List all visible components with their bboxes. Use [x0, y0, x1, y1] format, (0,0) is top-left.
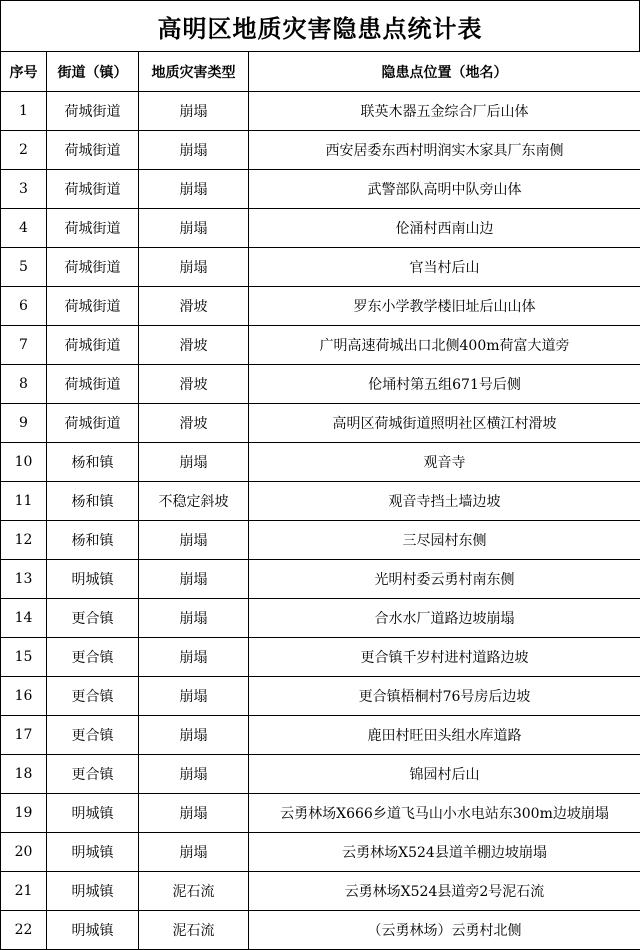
- cell-index: 4: [1, 209, 47, 248]
- cell-location: 武警部队高明中队旁山体: [249, 170, 640, 209]
- cell-index: 11: [1, 482, 47, 521]
- cell-location: （云勇林场）云勇村北侧: [249, 911, 640, 950]
- table-row: [1, 638, 640, 677]
- table-row: [1, 170, 640, 209]
- cell-hazard-type: 崩塌: [139, 170, 249, 209]
- cell-location: 罗东小学教学楼旧址后山山体: [249, 287, 640, 326]
- header-street: 街道（镇）: [47, 52, 139, 92]
- cell-street: 荷城街道: [47, 404, 139, 443]
- cell-street: 明城镇: [47, 911, 139, 950]
- cell-location: 云勇林场X666乡道飞马山小水电站东300m边坡崩塌: [249, 794, 640, 833]
- cell-street: 荷城街道: [47, 287, 139, 326]
- table-row: [1, 404, 640, 443]
- table-row: [1, 365, 640, 404]
- table-row: [1, 521, 640, 560]
- table-row: [1, 131, 640, 170]
- cell-hazard-type: 崩塌: [139, 794, 249, 833]
- table-row: [1, 560, 640, 599]
- cell-index: 12: [1, 521, 47, 560]
- cell-street: 更合镇: [47, 677, 139, 716]
- cell-index: 8: [1, 365, 47, 404]
- cell-location: 伦埇村第五组671号后侧: [249, 365, 640, 404]
- cell-hazard-type: 崩塌: [139, 560, 249, 599]
- header-row: [1, 52, 640, 92]
- table-body: [1, 92, 640, 950]
- table-row: [1, 716, 640, 755]
- cell-index: 13: [1, 560, 47, 599]
- cell-street: 明城镇: [47, 560, 139, 599]
- cell-location: 三尽园村东侧: [249, 521, 640, 560]
- cell-street: 杨和镇: [47, 443, 139, 482]
- hazard-table: [0, 51, 640, 950]
- cell-hazard-type: 泥石流: [139, 911, 249, 950]
- cell-street: 荷城街道: [47, 170, 139, 209]
- cell-street: 明城镇: [47, 794, 139, 833]
- cell-hazard-type: 崩塌: [139, 677, 249, 716]
- table-row: [1, 599, 640, 638]
- cell-hazard-type: 崩塌: [139, 716, 249, 755]
- cell-street: 更合镇: [47, 716, 139, 755]
- cell-location: 伦涌村西南山边: [249, 209, 640, 248]
- cell-hazard-type: 泥石流: [139, 872, 249, 911]
- header-hazard-type: 地质灾害类型: [139, 52, 249, 92]
- cell-hazard-type: 滑坡: [139, 326, 249, 365]
- cell-hazard-type: 崩塌: [139, 92, 249, 131]
- cell-hazard-type: 崩塌: [139, 443, 249, 482]
- cell-location: 观音寺: [249, 443, 640, 482]
- cell-location: 合水水厂道路边坡崩塌: [249, 599, 640, 638]
- cell-street: 荷城街道: [47, 92, 139, 131]
- cell-index: 18: [1, 755, 47, 794]
- table-row: [1, 755, 640, 794]
- cell-street: 更合镇: [47, 599, 139, 638]
- table-row: [1, 248, 640, 287]
- header-location: 隐患点位置（地名）: [249, 52, 640, 92]
- cell-street: 明城镇: [47, 833, 139, 872]
- cell-location: 联英木器五金综合厂后山体: [249, 92, 640, 131]
- cell-index: 21: [1, 872, 47, 911]
- cell-street: 荷城街道: [47, 326, 139, 365]
- cell-location: 更合镇梧桐村76号房后边坡: [249, 677, 640, 716]
- cell-street: 杨和镇: [47, 521, 139, 560]
- cell-hazard-type: 滑坡: [139, 365, 249, 404]
- cell-index: 1: [1, 92, 47, 131]
- cell-street: 荷城街道: [47, 131, 139, 170]
- table-title: 高明区地质灾害隐患点统计表: [0, 0, 640, 51]
- cell-hazard-type: 崩塌: [139, 638, 249, 677]
- cell-street: 杨和镇: [47, 482, 139, 521]
- cell-location: 锦园村后山: [249, 755, 640, 794]
- cell-location: 高明区荷城街道照明社区横江村滑坡: [249, 404, 640, 443]
- table-row: [1, 443, 640, 482]
- cell-index: 15: [1, 638, 47, 677]
- cell-street: 荷城街道: [47, 248, 139, 287]
- cell-location: 更合镇千岁村进村道路边坡: [249, 638, 640, 677]
- cell-location: 云勇林场X524县道羊棚边坡崩塌: [249, 833, 640, 872]
- cell-index: 16: [1, 677, 47, 716]
- table-row: [1, 92, 640, 131]
- cell-index: 6: [1, 287, 47, 326]
- cell-hazard-type: 崩塌: [139, 599, 249, 638]
- table-row: [1, 209, 640, 248]
- cell-index: 22: [1, 911, 47, 950]
- table-row: [1, 482, 640, 521]
- cell-index: 7: [1, 326, 47, 365]
- cell-hazard-type: 滑坡: [139, 287, 249, 326]
- table-row: [1, 833, 640, 872]
- cell-hazard-type: 崩塌: [139, 248, 249, 287]
- cell-location: 光明村委云勇村南东侧: [249, 560, 640, 599]
- cell-location: 鹿田村旺田头组水库道路: [249, 716, 640, 755]
- cell-hazard-type: 崩塌: [139, 521, 249, 560]
- cell-street: 更合镇: [47, 755, 139, 794]
- cell-street: 荷城街道: [47, 365, 139, 404]
- header-index: 序号: [1, 52, 47, 92]
- table-row: [1, 794, 640, 833]
- cell-location: 观音寺挡土墙边坡: [249, 482, 640, 521]
- cell-hazard-type: 崩塌: [139, 833, 249, 872]
- cell-index: 10: [1, 443, 47, 482]
- table-row: [1, 911, 640, 950]
- cell-street: 荷城街道: [47, 209, 139, 248]
- cell-index: 5: [1, 248, 47, 287]
- cell-index: 2: [1, 131, 47, 170]
- cell-index: 19: [1, 794, 47, 833]
- table-row: [1, 326, 640, 365]
- cell-location: 官当村后山: [249, 248, 640, 287]
- cell-hazard-type: 滑坡: [139, 404, 249, 443]
- cell-index: 17: [1, 716, 47, 755]
- table-row: [1, 872, 640, 911]
- cell-location: 广明高速荷城出口北侧400m荷富大道旁: [249, 326, 640, 365]
- cell-hazard-type: 崩塌: [139, 755, 249, 794]
- table-row: [1, 287, 640, 326]
- cell-street: 明城镇: [47, 872, 139, 911]
- table-row: [1, 677, 640, 716]
- cell-index: 3: [1, 170, 47, 209]
- cell-hazard-type: 崩塌: [139, 209, 249, 248]
- cell-index: 20: [1, 833, 47, 872]
- cell-hazard-type: 崩塌: [139, 131, 249, 170]
- cell-index: 9: [1, 404, 47, 443]
- cell-location: 云勇林场X524县道旁2号泥石流: [249, 872, 640, 911]
- cell-hazard-type: 不稳定斜坡: [139, 482, 249, 521]
- cell-index: 14: [1, 599, 47, 638]
- cell-location: 西安居委东西村明润实木家具厂东南侧: [249, 131, 640, 170]
- cell-street: 更合镇: [47, 638, 139, 677]
